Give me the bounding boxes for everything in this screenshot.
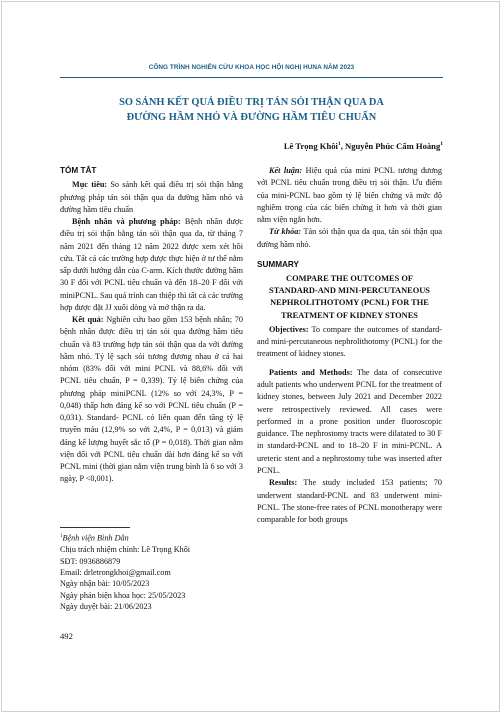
vn-objective-text: So sánh kết quả điều trị sỏi thận bằng phương pháp tán sỏi thận qua da đường hầm nhỏ và đường hầm tiêu chuẩn [60,180,243,214]
vn-methods-label: Bệnh nhân và phương pháp: [72,217,181,226]
vn-conclusion-text: Hiệu quả của mini PCNL tương đương với PCNL tiêu chuẩn trong điều trị sỏi thận. Ưu điểm của mini-PCNL bao gồm tỷ lệ biến chứng và mức độ nghiêm trọng của các biến chứng ít hơn và thời gian nằm viện ngắn hơn. [257,166,442,224]
author-1-affiliation-mark: 1 [337,141,341,148]
title-line-2: ĐƯỜNG HẦM NHỎ VÀ ĐƯỜNG HẦM TIÊU CHUẨN [126,112,377,123]
en-results-text: The study included 153 patients; 70 underwent standard-PCNL and 83 underwent mini-PCNL. The stone-free rates of PCNL monotherapy were comparable for both groups [257,478,442,525]
page-number: 492 [60,631,73,641]
en-objectives-label: Objectives: [269,324,309,334]
vn-keywords-text: Tán sỏi thận qua da qua, tán sỏi thận qua đường hầm nhỏ. [257,227,443,249]
vn-conclusion-paragraph [257,165,442,226]
author-name-2: Nguyễn Phúc Cẩm Hoàng [344,141,441,151]
author-name-1: Lê Trọng Khôi [283,141,338,151]
vn-results-label: Kết quả: [72,315,104,324]
paper-title [60,95,443,125]
footnote-affiliation-text: Bệnh viện Bình Dân [62,533,129,543]
en-methods-text: The data of consecutive adult patients who underwent PCNL for the treatment of kidney stones, between July 2021 and December 2022 were retrospectively reviewed. All cases were performed in a prone position under fluoroscopic guidance. The nephrostomy tracts were dilatated to 30 F in standard-PCNL and to 18–20 F in mini-PCNL. A ureteric stent and a nephrostomy tube was inserted after PCNL. [257,367,443,476]
footnote-review-date: Ngày phản biện khoa học: 25/05/2023 [60,590,186,600]
author-list [284,141,443,151]
footnote-phone: SĐT: 0936886879 [60,556,121,566]
vn-results-paragraph [60,314,243,486]
footnotes [60,531,245,613]
vn-methods-text: Bệnh nhân được điều trị sỏi thận bằng tán sỏi thận qua da, từ tháng 7 năm 2021 đến tháng 12 năm 2022 được xem xét hồi cứu. Tất cả các trường hợp được thực hiện ở tư thế nằm sấp dưới hướng dẫn của C-arm. Kích thước đường hầm 30 F đối với PCNL tiêu chuẩn và đến 18–20 F đối với miniPCNL. Sau quá trình can thiệp thì tất cả các trường hợp được đặt JJ xuôi dòng và mở thận ra da. [60,217,243,312]
vn-keywords-paragraph [257,226,442,251]
vn-keywords-label: Từ khóa: [269,227,302,237]
vn-results-text: Nghiên cứu bao gồm 153 bệnh nhân; 70 bệnh nhân được điều trị tán sỏi qua đường hầm tiêu chuẩn và 83 trường hợp tán sỏi thận qua da với đường hầm nhỏ. Tỷ lệ sạch sỏi tương đương nhau ở cả hai nhóm (83% đối với mini PCNL và 88,6% đối với PCNL tiêu chuẩn, P = 0,339). Tỷ lệ biến chứng của phương pháp miniPCNL (12% so với 24,3%, P = 0,048) thấp hơn đáng kể so với PCNL tiêu chuẩn (P = 0,031). Standard- PCNL có liên quan đến tăng tỷ lệ truyền máu (12,9% so với 2,4%, P = 0,013) và giảm đáng kể lượng huyết sắc tố (P = 0,018). Thời gian nằm viện đối với PCNL tiêu chuẩn dài hơn đáng kể so với PCNL mini (thời gian nằm viện trung bình là 6 so với 3 ngày, P <0,001). [60,315,243,484]
en-title: COMPARE THE OUTCOMES OF STANDARD-AND MINI-PERCUTANEOUS NEPHROLITHOTOMY (PCNL) FOR THE TREATMENT OF KIDNEY STONES [269,274,430,320]
right-column [257,165,442,527]
en-abstract-heading: SUMMARY [257,259,299,269]
title-line-1: SO SÁNH KẾT QUẢ ĐIỀU TRỊ TÁN SỎI THẬN QUA DA [119,97,384,108]
vn-conclusion-label: Kết luận: [269,166,303,175]
header-rule [60,77,443,78]
running-header: CÔNG TRÌNH NGHIÊN CỨU KHOA HỌC HỘI NGHỊ HUNA NĂM 2023 [148,64,355,71]
left-column [60,165,243,486]
footnote-responsible: Chịu trách nhiệm chính: Lê Trọng Khôi [60,545,191,555]
vn-abstract-heading: TÓM TẮT [60,166,97,175]
en-results-paragraph [257,477,442,526]
footnote-received-date: Ngày nhận bài: 10/05/2023 [60,579,150,589]
vn-objective-paragraph [60,179,243,216]
footnote-rule [60,527,130,528]
footnote-email: Email: drletrongkhoi@gmail.com [60,567,171,577]
footnote-affiliation-mark: 1 [60,534,63,539]
en-methods-paragraph [257,367,442,478]
en-results-label: Results: [269,478,298,488]
en-methods-label: Patients and Methods: [269,367,353,377]
footnote-accepted-date: Ngày duyệt bài: 21/06/2023 [60,602,152,612]
en-objectives-paragraph [257,324,442,361]
en-objectives-text: To compare the outcomes of standard- and mini-percutaneous nephrolithotomy (PCNL) for the treatment of kidney stones. [257,324,442,359]
author-2-affiliation-mark: 1 [440,141,443,148]
author-separator: , [340,141,345,151]
vn-objective-label: Mục tiêu: [72,180,108,190]
vn-methods-paragraph [60,216,243,314]
footnote-affiliation [60,531,245,544]
